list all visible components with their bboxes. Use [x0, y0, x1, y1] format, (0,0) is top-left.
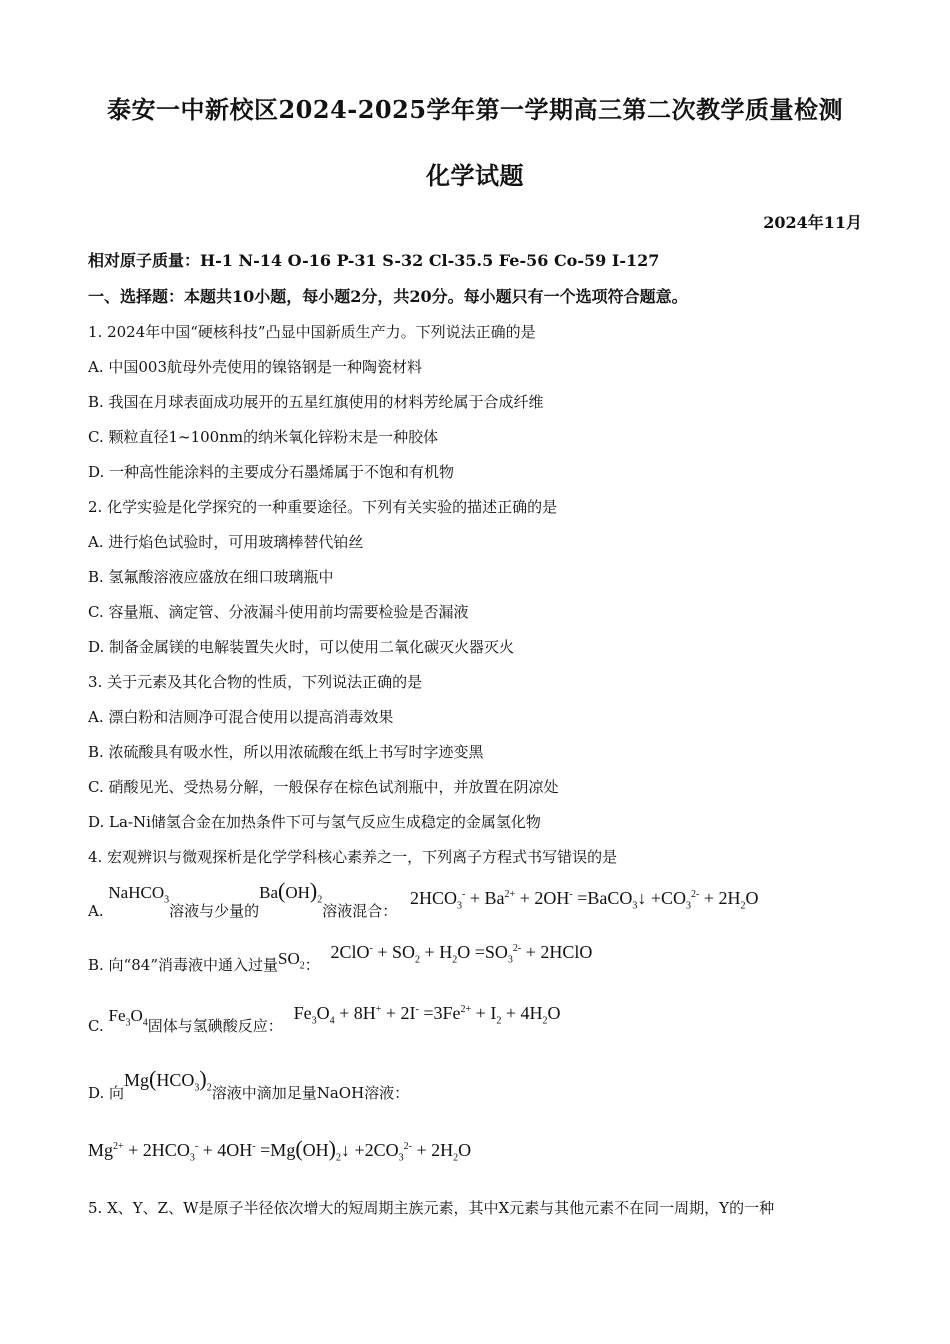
- option-a-text-1: 溶液与少量的: [169, 902, 260, 920]
- question-1-option-b: B. 我国在月球表面成功展开的五星红旗使用的材料芳纶属于合成纤维: [88, 393, 544, 411]
- option-c-text: 固体与氢碘酸反应：: [147, 1017, 283, 1035]
- option-a-label: A.: [88, 902, 104, 920]
- question-4-stem: 4. 宏观辨识与微观探析是化学学科核心素养之一，下列离子方程式书写错误的是: [88, 848, 618, 866]
- question-3-option-b: B. 浓硫酸具有吸水性，所以用浓硫酸在纸上书写时字迹变黑: [88, 743, 484, 761]
- atomic-masses: 相对原子质量：H-1 N-14 O-16 P-31 S-32 Cl-35.5 Fe-56 Co-59 I-127: [88, 251, 660, 270]
- question-4-option-d: [88, 1066, 410, 1102]
- question-1-option-d: D. 一种高性能涂料的主要成分石墨烯属于不饱和有机物: [88, 463, 455, 481]
- equation-d: $Mg^{2+} + 2HCO_3^- + 4OH^-$ $=Mg(OH)_2↓ +2CO_3^{2-} + 2H_2O$: [88, 1136, 472, 1164]
- exam-subtitle: 化学试题: [426, 161, 524, 190]
- exam-date: 2024年11月: [763, 213, 862, 232]
- question-2-option-d: D. 制备金属镁的电解装置失火时，可以使用二氧化碳灭火器灭火: [88, 638, 515, 656]
- formula-nahco3: NaHCO$_3$: [108, 883, 170, 906]
- question-2-option-b: B. 氢氟酸溶液应盛放在细口玻璃瓶中: [88, 568, 334, 586]
- question-2-option-a: A. 进行焰色试验时，可用玻璃棒替代铂丝: [88, 533, 364, 551]
- question-5-stem: 5. X、Y、Z、W是原子半径依次增大的短周期主族元素，其中X元素与其他元素不在同一周期，Y的一种: [88, 1199, 775, 1217]
- option-d-text-1: D. 向: [88, 1084, 125, 1102]
- question-3-option-d: D. La-Ni储氢合金在加热条件下可与氢气反应生成稳定的金属氢化物: [88, 813, 541, 831]
- option-d-text-2: 溶液中滴加足量NaOH溶液：: [211, 1084, 410, 1102]
- equation-c: $Fe_3O_4 + 8H^+ + 2I^- =3Fe^{2+} + I_2 + 4H_2O$: [293, 1003, 561, 1027]
- question-4-option-b: [88, 942, 593, 974]
- equation-a: $2HCO_3^- + Ba^{2+} + 2OH^-$ =BaCO$_3$↓ $+CO_3^{2-} + 2H_2O$: [410, 888, 759, 912]
- question-3-stem: 3. 关于元素及其化合物的性质，下列说法正确的是: [88, 673, 423, 691]
- question-4-option-a: [88, 878, 759, 920]
- question-1-option-a: A. 中国003航母外壳使用的镍铬钢是一种陶瓷材料: [88, 358, 423, 376]
- option-b-colon: ：: [304, 956, 320, 974]
- question-3-option-c: C. 硝酸见光、受热易分解，一般保存在棕色试剂瓶中，并放置在阴凉处: [88, 778, 559, 796]
- formula-so2: $SO_2$: [277, 949, 305, 972]
- question-2-option-c: C. 容量瓶、滴定管、分液漏斗使用前均需要检验是否漏液: [88, 603, 469, 621]
- equation-b: $2ClO^- + SO_2 + H_2O =SO_3^{2-}$ + 2HClO: [330, 942, 593, 966]
- question-2-stem: 2. 化学实验是化学探究的一种重要途径。下列有关实验的描述正确的是: [88, 498, 558, 516]
- formula-mghco32: $Mg(HCO_3)_2$: [124, 1066, 212, 1094]
- question-4-option-c: [88, 1003, 561, 1035]
- exam-title: 泰安一中新校区2024-2025学年第一学期高三第二次教学质量检测: [106, 95, 844, 124]
- option-a-text-2: 溶液混合：: [322, 902, 398, 920]
- formula-baoh2: $Ba(OH)_2$: [259, 878, 323, 906]
- section-heading: 一、选择题：本题共10小题，每小题2分，共20分。每小题只有一个选项符合题意。: [88, 287, 688, 306]
- option-b-text: B. 向“84”消毒液中通入过量: [88, 956, 278, 974]
- question-3-option-a: A. 漂白粉和洁厕净可混合使用以提高消毒效果: [88, 708, 394, 726]
- formula-fe3o4: $Fe_3O_4$: [108, 1006, 148, 1029]
- question-1-option-c: C. 颗粒直径1~100nm的纳米氧化锌粉末是一种胶体: [88, 428, 439, 446]
- option-c-label: C.: [88, 1017, 104, 1035]
- question-1-stem: 1. 2024年中国“硬核科技”凸显中国新质生产力。下列说法正确的是: [88, 323, 536, 341]
